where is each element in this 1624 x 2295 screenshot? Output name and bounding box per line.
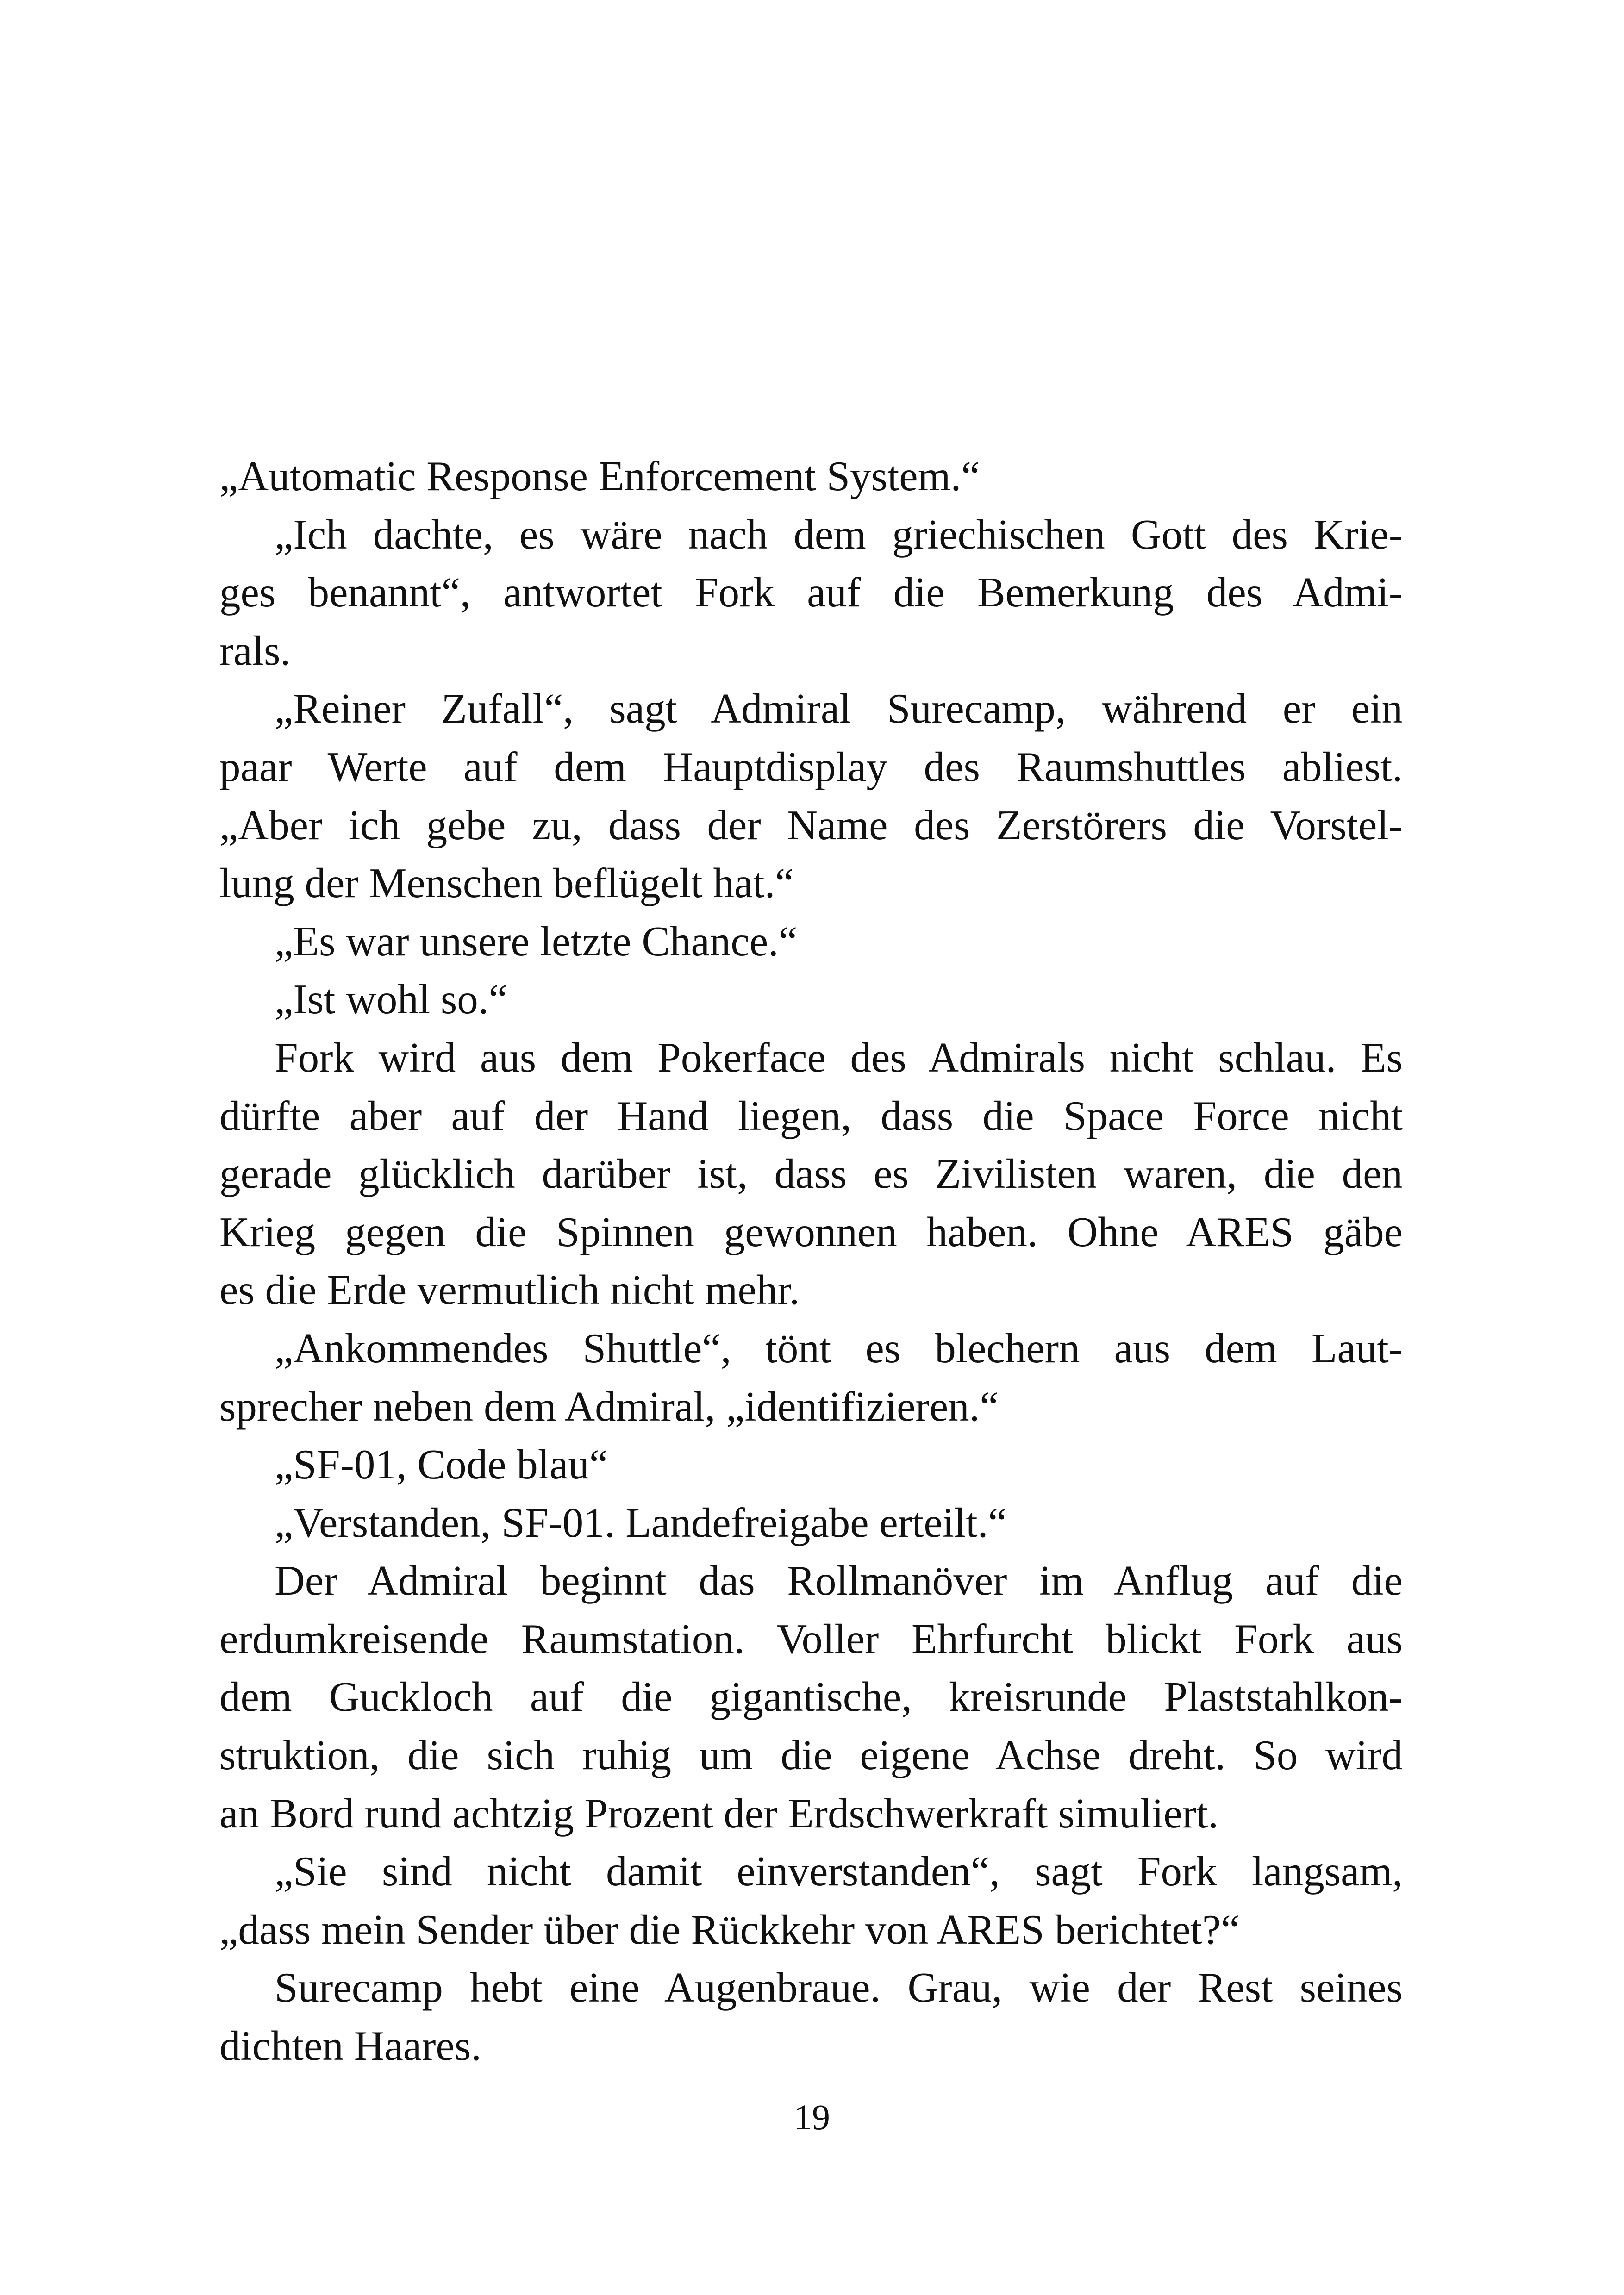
body-text [219, 447, 1403, 2075]
text-line: Surecamp hebt eine Augenbraue. Grau, wie der Rest seines [275, 1964, 1403, 2011]
text-line: struktion, die sich ruhig um die eigene Achse dreht. So wird [219, 1732, 1403, 1779]
text-line: ges benannt“, antwortet Fork auf die Bemerkung des Admi- [219, 569, 1403, 616]
text-line: Krieg gegen die Spinnen gewonnen haben. Ohne ARES gäbe [219, 1208, 1403, 1255]
text-line: „Reiner Zufall“, sagt Admiral Surecamp, während er ein [275, 685, 1403, 732]
text-line: an Bord rund achtzig Prozent der Erdschwerkraft simuliert. [219, 1790, 1219, 1837]
text-line: paar Werte auf dem Hauptdisplay des Raumshuttles abliest. [219, 743, 1403, 790]
text-line: sprecher neben dem Admiral, „identifizieren.“ [219, 1383, 999, 1430]
text-line: „Ankommendes Shuttle“, tönt es blechern aus dem Laut- [275, 1324, 1403, 1372]
text-line: es die Erde vermutlich nicht mehr. [219, 1266, 800, 1314]
text-line: „Verstanden, SF-01. Landefreigabe erteilt.“ [275, 1499, 1007, 1546]
text-line: lung der Menschen beflügelt hat.“ [219, 860, 794, 907]
text-line: Der Admiral beginnt das Rollmanöver im Anflug auf die [275, 1557, 1403, 1604]
text-line: dürfte aber auf der Hand liegen, dass die Space Force nicht [219, 1092, 1403, 1139]
text-line: rals. [219, 627, 291, 674]
text-line: „Es war unsere letzte Chance.“ [275, 917, 798, 965]
page-number: 19 [794, 2097, 830, 2137]
text-line: „Ich dachte, es wäre nach dem griechischen Gott des Krie- [275, 511, 1403, 558]
text-line: „SF-01, Code blau“ [275, 1441, 608, 1488]
text-line: gerade glücklich darüber ist, dass es Zivilisten waren, die den [219, 1150, 1403, 1197]
text-line: dichten Haares. [219, 2022, 481, 2070]
text-line: „Sie sind nicht damit einverstanden“, sagt Fork langsam, [275, 1848, 1403, 1895]
text-line: dem Guckloch auf die gigantische, kreisrunde Plaststahlkon- [219, 1673, 1403, 1721]
text-line: „Automatic Response Enforcement System.“ [219, 453, 980, 499]
text-line: „Ist wohl so.“ [275, 976, 507, 1023]
text-line: erdumkreisende Raumstation. Voller Ehrfurcht blickt Fork aus [219, 1615, 1403, 1662]
text-line: Fork wird aus dem Pokerface des Admirals nicht schlau. Es [275, 1034, 1403, 1081]
text-line: „dass mein Sender über die Rückkehr von ARES berichtet?“ [219, 1906, 1240, 1953]
text-line: „Aber ich gebe zu, dass der Name des Zerstörers die Vorstel- [219, 801, 1403, 848]
